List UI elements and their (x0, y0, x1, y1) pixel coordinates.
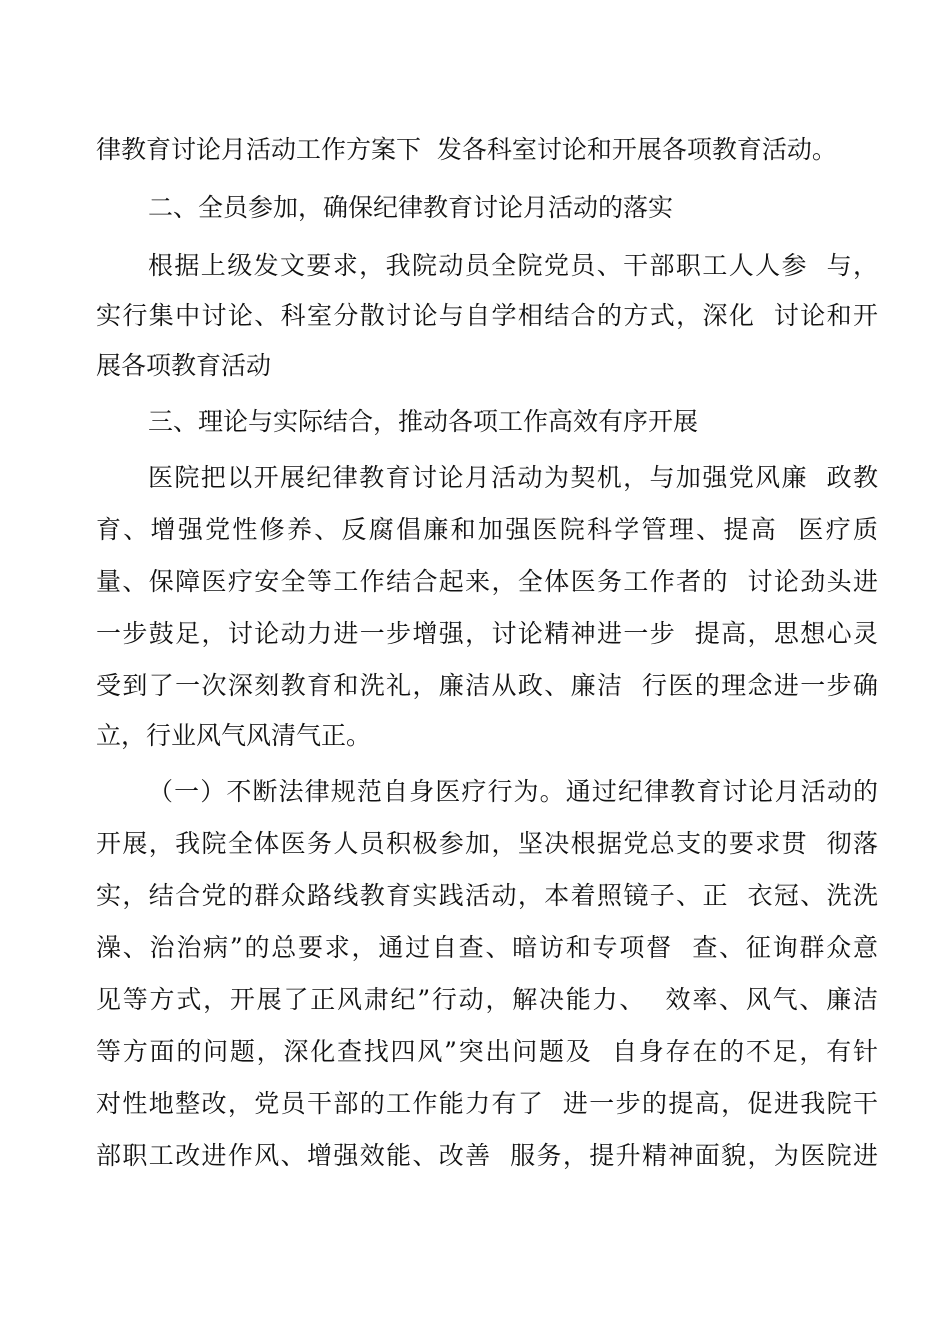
paragraph-line: 律教育讨论月活动工作方案下 发各科室讨论和开展各项教育活动。 (96, 135, 837, 164)
paragraph-line: 开展，我院全体医务人员积极参加，坚决根据党总支的要求贯 彻落 (96, 829, 878, 858)
paragraph-line: （一）不断法律规范自身医疗行为。通过纪律教育讨论月活动的 (148, 777, 878, 806)
paragraph-line: 展各项教育活动 (96, 351, 272, 380)
section-heading: 二、全员参加，确保纪律教育讨论月活动的落实 (148, 193, 674, 222)
paragraph-line: 受到了一次深刻教育和洗礼，廉洁从政、廉洁 行医的理念进一步确 (96, 671, 878, 700)
paragraph-line: 量、保障医疗安全等工作结合起来，全体医务工作者的 讨论劲头进 (96, 567, 878, 596)
paragraph-line: 立，行业风气风清气正。 (96, 721, 372, 750)
section-heading: 三、理论与实际结合，推动各项工作高效有序开展 (148, 407, 699, 436)
paragraph-line: 育、增强党性修养、反腐倡廉和加强医院科学管理、提高 医疗质 (96, 515, 878, 544)
paragraph-line: 部职工改进作风、增强效能、改善 服务，提升精神面貌，为医院进 (96, 1141, 878, 1170)
paragraph-line: 实行集中讨论、科室分散讨论与自学相结合的方式，深化 讨论和开 (96, 301, 878, 330)
paragraph-line: 等方面的问题，深化查找四风”突出问题及 自身存在的不足，有针 (96, 1037, 878, 1066)
paragraph-line: 对性地整改，党员干部的工作能力有了 进一步的提高，促进我院干 (96, 1089, 878, 1118)
paragraph-line: 澡、治治病”的总要求，通过自查、暗访和专项督 查、征询群众意 (96, 933, 878, 962)
paragraph-line: 医院把以开展纪律教育讨论月活动为契机，与加强党风廉 政教 (148, 463, 878, 492)
paragraph-line: 一步鼓足，讨论动力进一步增强，讨论精神进一步 提高，思想心灵 (96, 619, 878, 648)
paragraph-line: 实，结合党的群众路线教育实践活动，本着照镜子、正 衣冠、洗洗 (96, 881, 878, 910)
paragraph-line: 见等方式，开展了正风肃纪”行动，解决能力、 效率、风气、廉洁 (96, 985, 878, 1014)
paragraph-line: 根据上级发文要求，我院动员全院党员、干部职工人人参 与， (148, 251, 878, 280)
